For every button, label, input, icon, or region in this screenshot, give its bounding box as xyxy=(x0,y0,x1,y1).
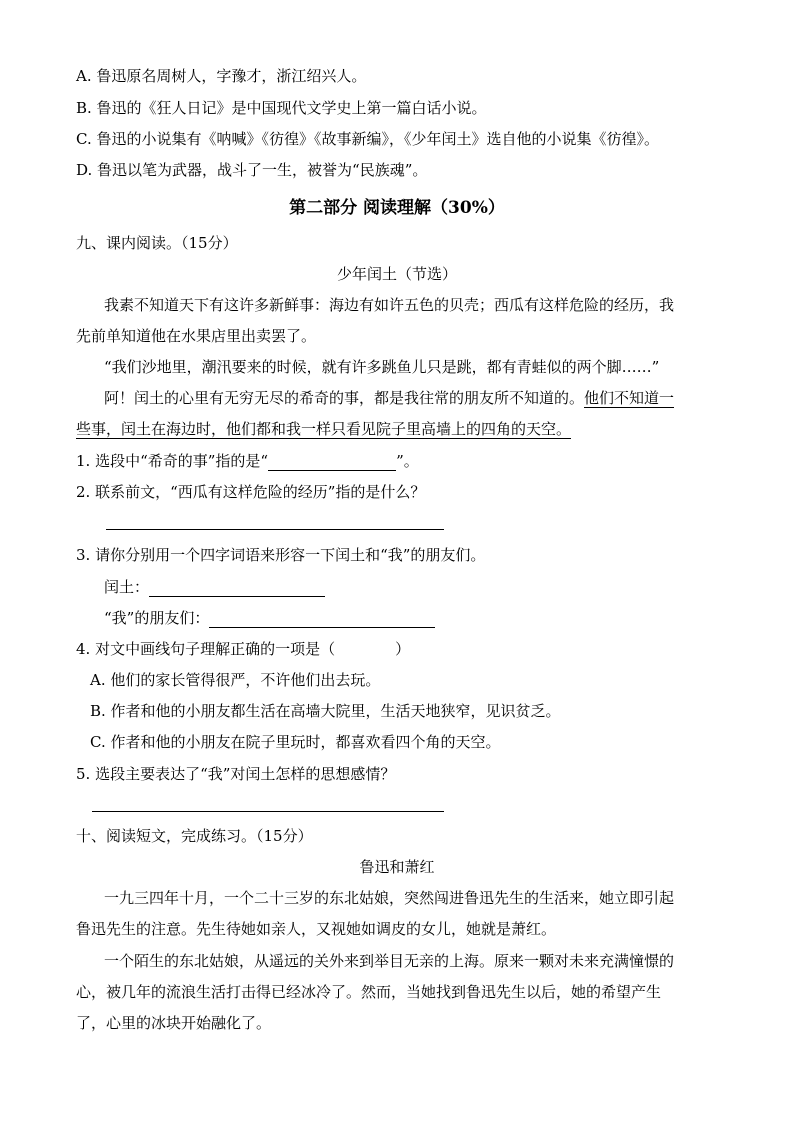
question-3-runtu xyxy=(104,577,325,597)
question-1-blank[interactable] xyxy=(268,454,396,471)
question-5: 5. 选段主要表达了“我”对闰土怎样的思想感情？ xyxy=(76,765,396,783)
passage2-p1-line2: 鲁迅先生的注意。先生待她如亲人，又视她如调皮的女儿，她就是萧红。 xyxy=(76,920,557,938)
question-3-friends-blank[interactable] xyxy=(209,611,435,628)
passage1-p2: “我们沙地里，潮汛要来的时候，就有许多跳鱼儿只是跳，都有青蛙似的两个脚……” xyxy=(104,358,660,376)
option-a: A. 鲁迅原名周树人，字豫才，浙江绍兴人。 xyxy=(76,67,367,85)
option-d: D. 鲁迅以笔为武器，战斗了一生，被誉为“民族魂”。 xyxy=(76,161,428,179)
question-4: 4. 对文中画线句子理解正确的一项是（ ） xyxy=(76,640,411,658)
section9-heading: 九、课内阅读。（15分） xyxy=(76,234,238,252)
passage2-p1-line1: 一九三四年十月，一个二十三岁的东北姑娘，突然闯进鲁迅先生的生活来，她立即引起 xyxy=(104,889,675,907)
option-b: B. 鲁迅的《狂人日记》是中国现代文学史上第一篇白话小说。 xyxy=(76,99,487,117)
passage1-p1-line1: 我素不知道天下有这许多新鲜事：海边有如许五色的贝壳；西瓜有这样危险的经历，我 xyxy=(104,296,675,314)
question-1-close: ”。 xyxy=(396,452,419,470)
question-3-runtu-blank[interactable] xyxy=(149,580,325,597)
question-3-runtu-label: 闰土： xyxy=(104,578,150,596)
part2-title: 第二部分 阅读理解（30%） xyxy=(289,198,505,218)
passage2-p2-line2: 心，被几年的流浪生活打击得已经冰冷了。然而，当她找到鲁迅先生以后，她的希望产生 xyxy=(76,983,662,1001)
question-2-answer-line[interactable] xyxy=(106,529,444,530)
passage2-title: 鲁迅和萧红 xyxy=(359,858,435,876)
question-2: 2. 联系前文，“西瓜有这样危险的经历”指的是什么？ xyxy=(76,483,426,501)
question-3-friends xyxy=(104,608,435,628)
question-4-option-a: A. 他们的家长管得很严，不许他们出去玩。 xyxy=(90,671,381,689)
question-3-friends-label: “我”的朋友们： xyxy=(104,609,210,627)
passage1-p3-line2 xyxy=(76,419,571,439)
passage1-p1-line2: 先前单知道他在水果店里出卖罢了。 xyxy=(76,327,317,345)
question-4-option-b: B. 作者和他的小朋友都生活在高墙大院里，生活天地狭窄，见识贫乏。 xyxy=(90,702,561,720)
passage1-p3-line1 xyxy=(104,388,674,408)
underlined-sentence-end: 些事，闰土在海边时，他们都和我一样只看见院子里高墙上的四角的天空。 xyxy=(76,420,572,438)
passage2-p2-line1: 一个陌生的东北姑娘，从遥远的关外来到举目无亲的上海。原来一颗对未来充满憧憬的 xyxy=(104,952,675,970)
option-c: C. 鲁迅的小说集有《呐喊》《彷徨》《故事新编》，《少年闰土》选自他的小说集《彷徨》。 xyxy=(76,130,659,148)
question-4-option-c: C. 作者和他的小朋友在院子里玩时，都喜欢看四个角的天空。 xyxy=(90,733,501,751)
passage1-p3-text: 阿！闰土的心里有无穷无尽的希奇的事，都是我往常的朋友所不知道的。 xyxy=(104,389,585,407)
question-1-text: 1. 选段中“希奇的事”指的是“ xyxy=(76,452,269,470)
underlined-sentence-start: 他们不知道一 xyxy=(584,389,675,407)
question-3: 3. 请你分别用一个四字词语来形容一下闰土和“我”的朋友们。 xyxy=(76,546,486,564)
section10-heading: 十、阅读短文，完成练习。（15分） xyxy=(76,827,313,845)
question-5-answer-line[interactable] xyxy=(92,811,444,812)
passage1-title: 少年闰土（节选） xyxy=(336,265,457,283)
passage2-p2-line3: 了，心里的冰块开始融化了。 xyxy=(76,1014,272,1032)
question-1 xyxy=(76,451,419,471)
